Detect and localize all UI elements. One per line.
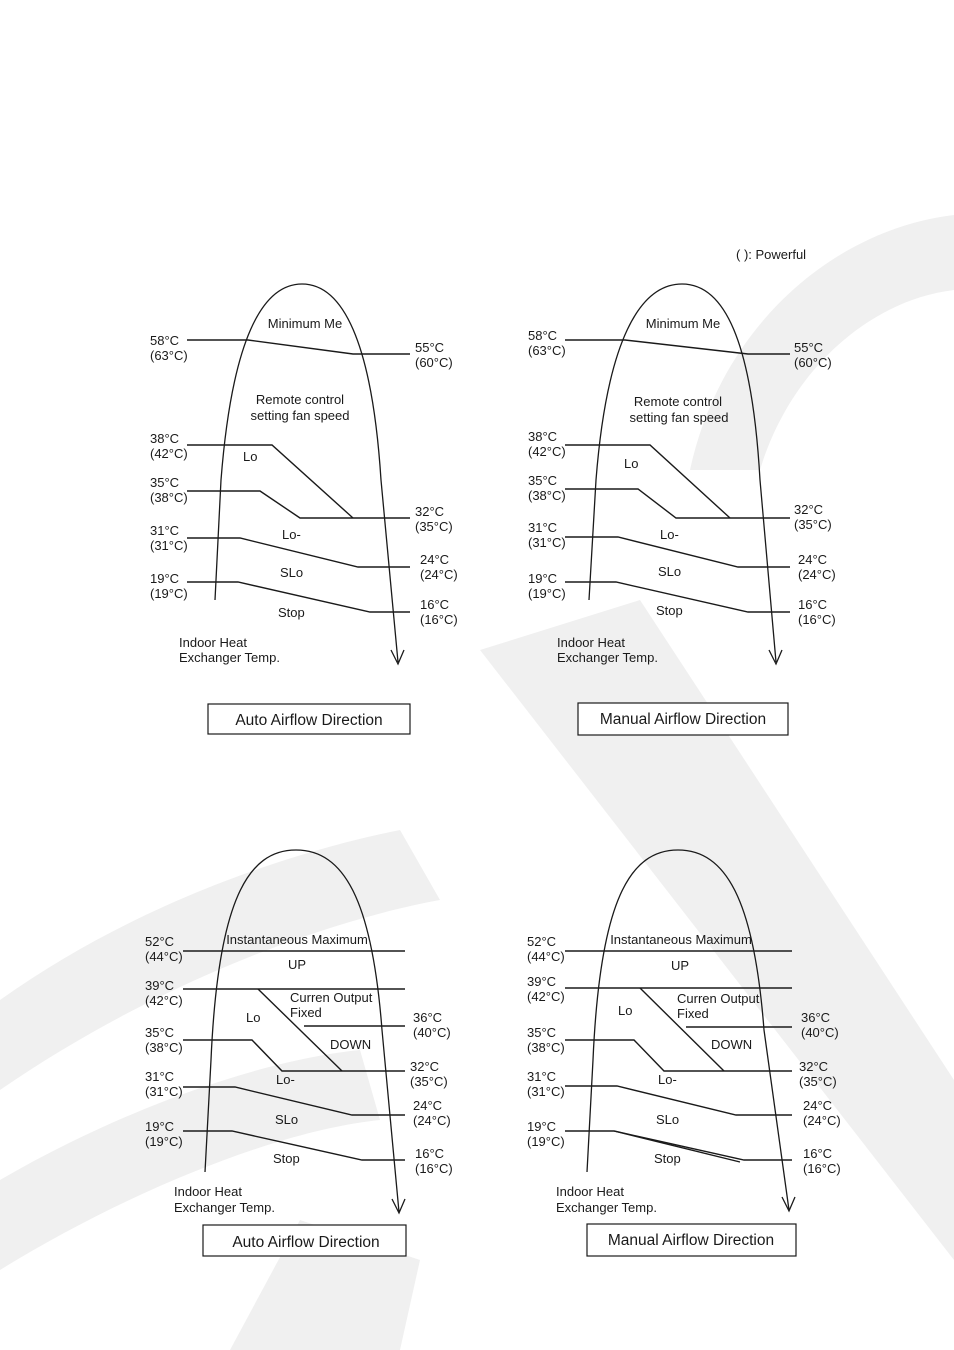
left-label: (31°C): [150, 538, 188, 553]
left-label: (38°C): [528, 488, 566, 503]
diagram-caption: Manual Airflow Direction: [607, 1232, 775, 1249]
zone-label: setting fan speed: [250, 408, 350, 423]
right-label: 32°C: [415, 504, 445, 519]
zone-label: Lo: [624, 456, 639, 471]
left-label: (38°C): [527, 1040, 565, 1055]
right-label: (60°C): [415, 355, 453, 370]
zone-label: UP: [287, 957, 307, 972]
zone-label: Lo-: [658, 1072, 677, 1087]
left-label: 31°C: [145, 1069, 175, 1084]
left-label: (42°C): [150, 446, 188, 461]
zone-label: Remote control: [633, 394, 723, 409]
right-label: 32°C: [799, 1059, 829, 1074]
left-label: (31°C): [527, 1084, 565, 1099]
left-label: (63°C): [150, 348, 188, 363]
diagram-caption: Manual Airflow Direction: [599, 711, 767, 728]
right-label: (16°C): [415, 1161, 453, 1176]
right-label: (35°C): [410, 1074, 448, 1089]
diagram-caption: Auto Airflow Direction: [232, 1234, 380, 1251]
left-label: 35°C: [150, 475, 180, 490]
right-label: (16°C): [420, 612, 458, 627]
left-label: (19°C): [527, 1134, 565, 1149]
zone-label: Remote control: [255, 392, 345, 407]
right-label: (60°C): [794, 355, 832, 370]
left-label: (44°C): [145, 949, 183, 964]
left-label: 52°C: [527, 934, 557, 949]
left-label: (31°C): [528, 535, 566, 550]
left-label: 39°C: [145, 978, 175, 993]
left-label: 38°C: [150, 431, 180, 446]
zone-label: DOWN: [711, 1037, 753, 1052]
right-label: 24°C: [413, 1098, 443, 1113]
left-label: 19°C: [150, 571, 180, 586]
diagram-caption: Auto Airflow Direction: [235, 712, 383, 729]
zone-label: Instantaneous Maximum: [610, 932, 752, 947]
zone-label: SLo: [275, 1112, 299, 1127]
diagram-1: [150, 284, 458, 734]
left-label: 35°C: [528, 473, 558, 488]
right-label: 16°C: [803, 1146, 833, 1161]
left-label: (38°C): [145, 1040, 183, 1055]
right-label: 24°C: [798, 552, 828, 567]
right-label: 16°C: [798, 597, 828, 612]
zone-label: Minimum Me: [645, 316, 721, 331]
left-label: (63°C): [528, 343, 566, 358]
zone-label: Stop: [278, 605, 305, 620]
left-label: 19°C: [145, 1119, 175, 1134]
axis-label: Indoor Heat: [179, 635, 247, 650]
right-label: 55°C: [415, 340, 445, 355]
left-label: (19°C): [145, 1134, 183, 1149]
right-label: 24°C: [803, 1098, 833, 1113]
left-label: (44°C): [527, 949, 565, 964]
axis-label: Indoor Heat: [174, 1184, 242, 1199]
right-label: 24°C: [420, 552, 450, 567]
right-label: (40°C): [413, 1025, 451, 1040]
axis-label: Exchanger Temp.: [557, 650, 658, 665]
legend-note: ( ): Powerful: [736, 247, 807, 262]
left-label: 38°C: [528, 429, 558, 444]
right-label: (24°C): [798, 567, 836, 582]
threshold-line-31c: [565, 1086, 792, 1115]
right-label: 16°C: [420, 597, 450, 612]
zone-label: Instantaneous Maximum: [226, 932, 368, 947]
right-label: (16°C): [803, 1161, 841, 1176]
right-label: 36°C: [801, 1010, 831, 1025]
right-label: 32°C: [410, 1059, 440, 1074]
zone-label: Minimum Me: [267, 316, 343, 331]
zone-label: SLo: [656, 1112, 680, 1127]
right-label: (40°C): [801, 1025, 839, 1040]
zone-label: Curren Output: [290, 990, 373, 1005]
zone-label: Fixed: [677, 1006, 709, 1021]
left-label: 39°C: [527, 974, 557, 989]
left-label: 35°C: [527, 1025, 557, 1040]
left-label: 19°C: [528, 571, 558, 586]
axis-label: Exchanger Temp.: [556, 1200, 657, 1215]
zone-label: Lo: [243, 449, 258, 464]
left-label: 58°C: [150, 333, 180, 348]
threshold-line-38c: [187, 445, 353, 518]
zone-label: Fixed: [290, 1005, 322, 1020]
zone-label: setting fan speed: [629, 410, 729, 425]
left-label: 19°C: [527, 1119, 557, 1134]
left-label: 31°C: [150, 523, 180, 538]
axis-label: Indoor Heat: [557, 635, 625, 650]
right-label: 32°C: [794, 502, 824, 517]
right-label: (35°C): [415, 519, 453, 534]
right-label: (24°C): [420, 567, 458, 582]
left-label: (38°C): [150, 490, 188, 505]
right-label: 36°C: [413, 1010, 443, 1025]
axis-label: Exchanger Temp.: [179, 650, 280, 665]
left-label: 31°C: [528, 520, 558, 535]
zone-label: Stop: [273, 1151, 300, 1166]
zone-label: Curren Output: [677, 991, 760, 1006]
left-label: (42°C): [528, 444, 566, 459]
right-label: (24°C): [413, 1113, 451, 1128]
right-label: (35°C): [794, 517, 832, 532]
right-label: 16°C: [415, 1146, 445, 1161]
zone-label: Lo-: [660, 527, 679, 542]
left-label: 52°C: [145, 934, 175, 949]
zone-label: DOWN: [330, 1037, 372, 1052]
zone-label: Lo: [618, 1003, 633, 1018]
left-label: (31°C): [145, 1084, 183, 1099]
zone-label: Lo: [246, 1010, 261, 1025]
zone-label: UP: [670, 958, 690, 973]
zone-label: Lo-: [282, 527, 301, 542]
left-label: 31°C: [527, 1069, 557, 1084]
axis-label: Indoor Heat: [556, 1184, 624, 1199]
zone-label: Lo-: [276, 1072, 295, 1087]
left-label: (42°C): [527, 989, 565, 1004]
zone-label: SLo: [658, 564, 682, 579]
left-label: (42°C): [145, 993, 183, 1008]
right-label: (16°C): [798, 612, 836, 627]
left-label: 58°C: [528, 328, 558, 343]
axis-label: Exchanger Temp.: [174, 1200, 275, 1215]
zone-label: Stop: [656, 603, 683, 618]
threshold-line-31c: [187, 538, 410, 567]
threshold-line-58c: [187, 340, 410, 354]
right-label: (35°C): [799, 1074, 837, 1089]
threshold-line-35c: [565, 1040, 792, 1071]
right-label: (24°C): [803, 1113, 841, 1128]
zone-label: Stop: [654, 1151, 681, 1166]
right-label: 55°C: [794, 340, 824, 355]
watermark-logo: [0, 215, 954, 1350]
left-label: 35°C: [145, 1025, 175, 1040]
left-label: (19°C): [150, 586, 188, 601]
threshold-line-35c: [565, 489, 790, 518]
zone-label: SLo: [280, 565, 304, 580]
left-label: (19°C): [528, 586, 566, 601]
